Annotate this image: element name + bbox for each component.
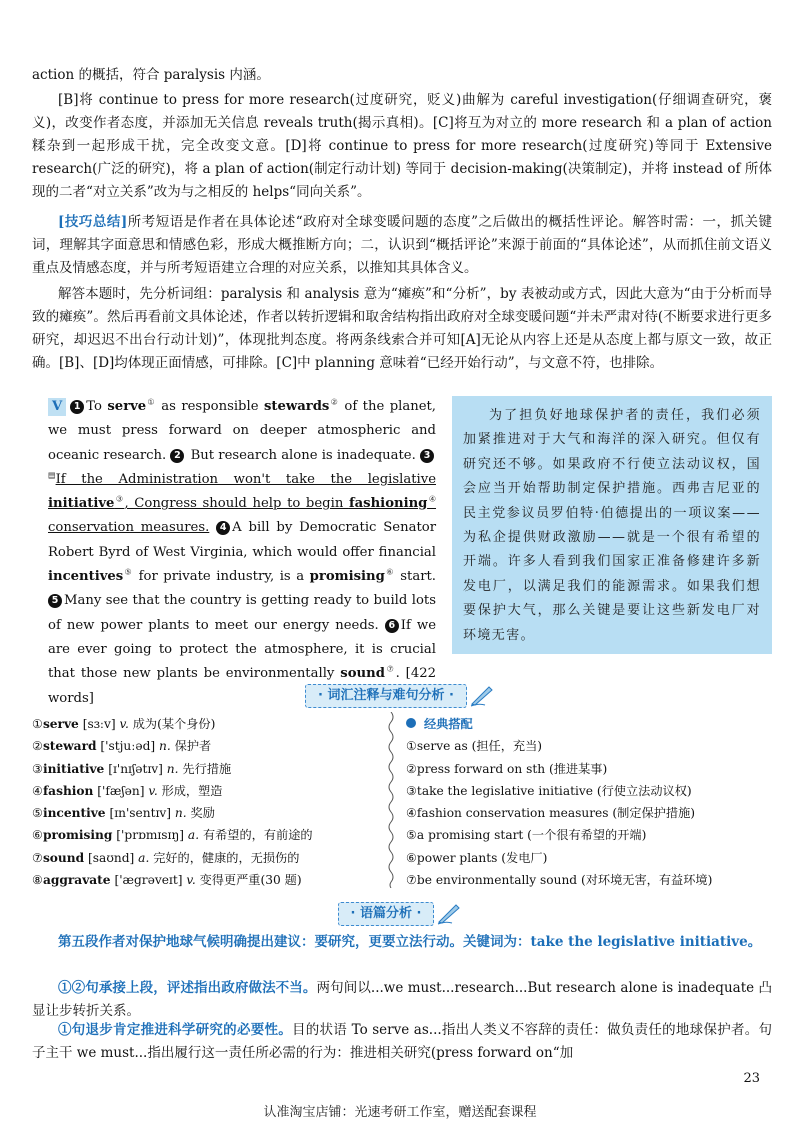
vocab-ipa: [ɪn'sentɪv]: [109, 806, 172, 821]
vocab-list: [32, 713, 313, 891]
analysis-heading: ①句退步肯定推进科学研究的必要性。: [58, 1022, 292, 1038]
vocab-ipa: ['stjuːəd]: [100, 739, 156, 754]
sentence-text: of the planet, we must press forward on deeper atmospheric and oceanic research.: [48, 399, 437, 463]
vocab-word: promising: [309, 569, 385, 585]
vocab-word: incentives: [48, 569, 124, 585]
vocab-marker: ⑤: [123, 567, 134, 577]
vocab-marker: ②: [329, 397, 339, 407]
vocab-marker: ⑦: [384, 664, 396, 674]
vocab-meaning: 完好的，健康的，无损伤的: [153, 850, 300, 865]
vocab-meaning: 奖励: [190, 806, 215, 821]
sentence-text: . [422 words]: [48, 666, 436, 706]
vocab-item: [32, 758, 313, 780]
collocation-item: ⑦be environmentally sound (对环境无害，有益环境): [406, 873, 713, 888]
vocab-word: fashioning: [348, 496, 428, 512]
vocab-meaning: 先行措施: [182, 761, 232, 776]
vocab-item: [32, 847, 313, 869]
vocab-num: ③: [32, 761, 43, 776]
vocab-section-title: · 词汇注释与难句分析 ·: [305, 684, 467, 708]
collocation-item: ⑥power plants (发电厂): [406, 850, 548, 865]
vocab-item: [32, 713, 313, 735]
analysis-paragraph: [32, 977, 772, 1023]
sentence-number: 2: [170, 449, 184, 463]
vocab-item: [32, 780, 313, 802]
sentence-text: , Congress should help to begin: [124, 496, 349, 512]
tip-text: 所考短语是作者在具体论述“政府对全球变暖问题的态度”之后做出的概括性评论。解答时需：一，抓关键词，理解其字面意思和情感色彩，形成大概推断方向；二，认识到“概括评论”来源于前面的“具体论述”，从而抓住前文语义重点及情感态度，并与所考短语建立合理的对应关系，以推知其具体含义。: [32, 214, 772, 276]
vocab-headword: sound: [42, 850, 85, 865]
continued-line: action 的概括，符合 paralysis 内涵。: [32, 67, 270, 83]
vocab-item: [32, 869, 313, 891]
vocab-meaning: 成为(某个身份): [132, 717, 216, 731]
analysis-summary: 第五段作者对保护地球气候明确提出建议：要研究，更要立法行动。关键词为：take the legislative initiative。: [58, 934, 762, 950]
vocab-headword: fashion: [42, 783, 94, 798]
paragraph-label: V: [48, 398, 66, 416]
analysis-body: 目的状语 To serve as...指出人类义不容辞的责任：做负责任的地球保护者。句子主干 we must...指出履行这一责任所必需的行为：推进相关研究(press forward on“加: [32, 1022, 772, 1061]
collocation-list: [406, 713, 712, 891]
vocab-num: ⑤: [32, 806, 43, 821]
vocab-marker: ⑥: [384, 567, 395, 577]
analysis-paragraph: [32, 1019, 772, 1065]
vocab-meaning: 形成，塑造: [161, 783, 223, 798]
vocab-num: ⑦: [32, 850, 43, 865]
footer-note: 认准淘宝店铺：光速考研工作室，赠送配套课程: [263, 1105, 537, 1120]
sentence-text: as responsible: [155, 399, 264, 414]
vocab-ipa: [saʊnd]: [88, 850, 135, 865]
vocab-headword: initiative: [42, 761, 105, 776]
sentence-number: 4: [216, 521, 230, 535]
sentence-number: 3: [420, 449, 434, 463]
vocab-pos: n.: [174, 806, 187, 821]
sentence-text: for private industry, is a: [133, 569, 310, 585]
sentence-number: 1: [70, 400, 84, 414]
vocab-pos: n.: [159, 739, 171, 754]
vocab-item: [32, 735, 313, 757]
vocab-ipa: ['prɒmɪsɪŋ]: [116, 828, 185, 843]
sentence-text: If the Administration won't take the legislative: [55, 471, 436, 487]
translation-box: 为了担负好地球保护者的责任，我们必须加紧推进对于大气和海洋的深入研究。但仅有研究还不够。如果政府不行使立法动议权，国会应当开始帮助制定保护措施。西弗吉尼亚的民主党参议员罗伯特·伯德提出的一项议案——为私企提供财政激励——就是一个很有希望的开端。许多人看到我们国家正准备修建许多新发电厂，以满足我们的能源需求。如果我们想要保护大气，那么关键是要让这些新发电厂对环境无害。: [452, 396, 772, 654]
sentence-number: 5: [48, 594, 62, 608]
vocab-marker: ③: [114, 494, 125, 504]
tip-label: [技巧总结]: [58, 214, 128, 230]
collocation-title: 经典搭配: [424, 717, 473, 731]
vocab-pos: v.: [119, 717, 129, 731]
vocab-headword: aggravate: [42, 873, 111, 888]
pen-icon: [436, 901, 462, 925]
sentence-text: Many see that the country is getting ready to build lots of new power plants to meet our energy needs.: [48, 593, 436, 633]
wavy-divider: [386, 712, 396, 888]
collocation-item: ①serve as (担任，充当): [406, 739, 543, 754]
vocab-word: stewards: [263, 399, 330, 414]
vocab-word: serve: [107, 399, 147, 414]
difficult-sentence-icon: ▤: [48, 470, 56, 480]
vocab-pos: a.: [138, 850, 150, 865]
vocab-num: ④: [32, 783, 43, 798]
analysis-heading: ①②句承接上段，评述指出政府做法不当。: [58, 980, 317, 996]
vocab-ipa: ['ægrəveɪt]: [114, 873, 183, 888]
sentence-text: conservation measures.: [48, 520, 210, 536]
collocation-item: ③take the legislative initiative (行使立法动议权): [406, 783, 692, 798]
sentence-text: To: [86, 399, 108, 414]
vocab-headword: incentive: [42, 806, 106, 821]
vocab-pos: a.: [187, 828, 200, 843]
collocation-header: [406, 713, 712, 735]
vocab-word: initiative: [48, 496, 115, 512]
analysis-body: 两句间以...we must...research...But research alone is inadequate 凸显让步转折关系。: [32, 980, 773, 1019]
vocab-num: ⑥: [32, 828, 43, 843]
pen-icon: [469, 683, 495, 707]
vocab-headword: steward: [42, 739, 97, 754]
vocab-num: ②: [32, 739, 43, 754]
vocab-ipa: ['fæʃən]: [97, 783, 145, 798]
vocab-marker: ④: [427, 494, 437, 504]
analysis-section-header: [0, 901, 800, 926]
sentence-text: But research alone is inadequate.: [186, 447, 416, 463]
vocab-marker: ①: [146, 397, 156, 407]
vocab-meaning: 有希望的，有前途的: [202, 828, 313, 843]
vocab-item: [32, 802, 313, 824]
vocab-ipa: [ɪ'nɪʃətɪv]: [108, 761, 163, 776]
vocab-pos: v.: [148, 783, 158, 798]
vocab-pos: n.: [166, 761, 179, 776]
sentence-text: If we are ever going to protect the atmosphere, it is crucial that those new plants be environmentally: [48, 617, 436, 682]
option-analysis-paragraph: [B]将 continue to press for more research(过度研究，贬义)曲解为 careful investigation(仔细调查研究，褒义)，改变作者态度，并添加无关信息 reveals truth(揭示真相)。[C]将互为对立的 more research 和 a plan of action 糅杂到一起形成干扰，完全改变文意。[D]将 continue to press for more research(过度研究)等同于 Extensive research(广泛的研究)，将 a plan of action(制定行动计划) 等同于 decision-making(决策制定)，并将 instead of 所体现的二者“对立关系”改为与之相反的 helps“同向关系”。: [32, 92, 772, 200]
bullet-dot-icon: [406, 718, 416, 728]
collocation-item: ⑤a promising start (一个很有希望的开端): [406, 828, 647, 843]
answer-paragraph: 解答本题时，先分析词组：paralysis 和 analysis 意为“瘫痪”和“分析”，by 表被动或方式，因此大意为“由于分析而导致的瘫痪”。然后再看前文具体论述，作者以转折逻辑和取舍结构指出政府对全球变暖问题“并未严肃对待(不断要求进行更多研究，却迟迟不出台行动计划)”，体现批判态度。将两条线索合并可知[A]无论从内容上还是从态度上都与原文一致，故正确。[B]、[D]均体现正面情感，可排除。[C]中 planning 意味着“已经开始行动”，与文意不符，也排除。: [32, 286, 772, 371]
vocab-word: sound: [340, 666, 385, 682]
analysis-section-title: · 语篇分析 ·: [338, 902, 435, 926]
page-number: 23: [743, 1071, 760, 1086]
vocab-meaning: 变得更严重(30 题): [199, 873, 302, 888]
collocation-item: ④fashion conservation measures (制定保护措施): [406, 806, 696, 821]
collocation-item: ②press forward on sth (推进某事): [406, 761, 608, 776]
sentence-text: start.: [394, 569, 436, 585]
vocab-item: [32, 824, 313, 846]
passage-paragraph-5: [48, 395, 436, 711]
vocab-num: ⑧: [32, 873, 43, 888]
sentence-text: A bill by Democratic Senator Robert Byrd of West Virginia, which would offer financial: [48, 520, 436, 560]
vocab-num: ①: [32, 717, 43, 731]
vocab-headword: promising: [42, 828, 113, 843]
vocab-section-header: [0, 683, 800, 708]
sentence-number: 6: [385, 619, 399, 633]
vocab-pos: v.: [186, 873, 196, 888]
vocab-meaning: 保护者: [174, 739, 212, 754]
vocab-headword: serve: [42, 717, 79, 731]
tip-summary-paragraph: [32, 211, 772, 280]
vocab-ipa: [sɜːv]: [82, 717, 116, 731]
